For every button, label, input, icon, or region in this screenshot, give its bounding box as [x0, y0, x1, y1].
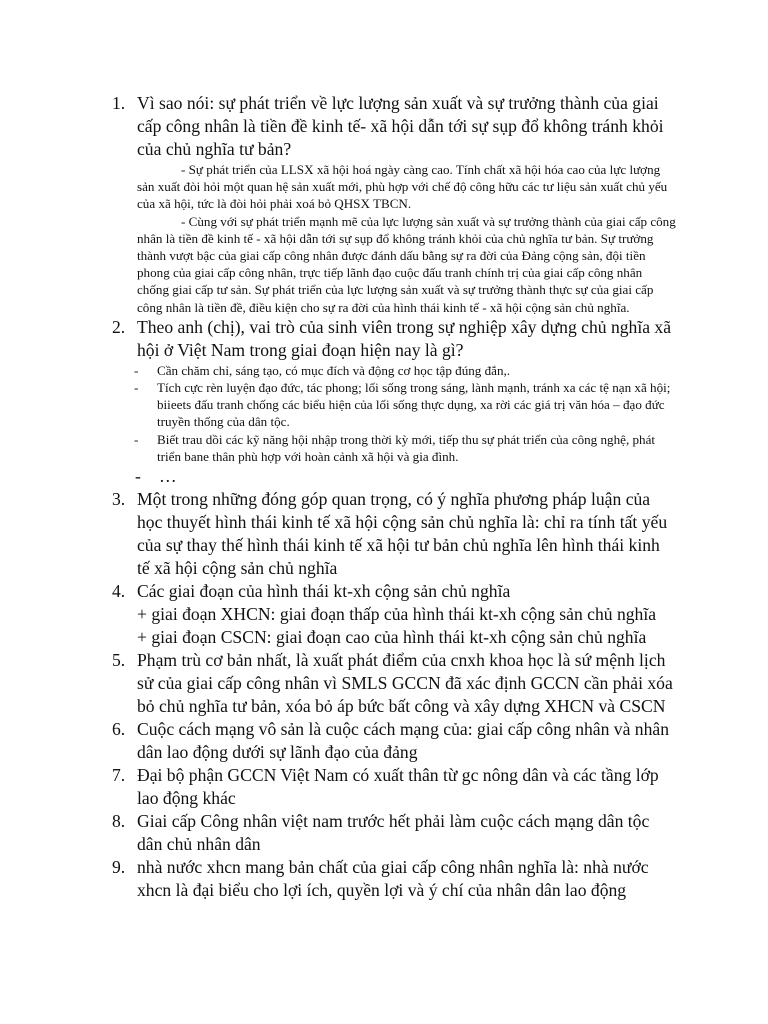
question-text: Theo anh (chị), vai trò của sinh viên trong sự nghiệp xây dựng chủ nghĩa xã hội ở Việt Nam trong giai đoạn hiện nay là gì?: [137, 316, 672, 360]
question-number: 3.: [112, 489, 126, 510]
question-text: Phạm trù cơ bản nhất, là xuất phát điểm của cnxh khoa học là sứ mệnh lịch sử của giai cấp công nhân vì SMLS GCCN đã xác định GCCN cần phải xóa bỏ chủ nghĩa tư bản, xóa bỏ áp bức bất công và xây dựng XHCN và CSCN: [137, 650, 673, 717]
bullet-text: …: [159, 466, 177, 487]
list-item: [134, 379, 676, 431]
question-number: 9.: [112, 857, 126, 878]
bullet-text: Cần chăm chỉ, sáng tạo, có mục đích và động cơ học tập đúng đắn,.: [157, 362, 511, 378]
question-3: [104, 488, 676, 580]
bullet-text: Biết trau dồi các kỹ năng hội nhập trong thời kỳ mới, tiếp thu sự phát triển của công nghệ, phát triển bane thân phù hợp với hoàn cảnh xã hội và gia đình.: [157, 431, 656, 464]
answer-bullet-list: [134, 362, 676, 488]
bullet-dash: -: [134, 431, 139, 447]
question-text: Vì sao nói: sự phát triển về lực lượng sản xuất và sự trưởng thành của giai cấp công nhân là tiền đề kinh tế- xã hội dẫn tới sự sụp đổ không tránh khỏi của chủ nghĩa tư bản?: [137, 93, 664, 159]
question-9: [104, 856, 676, 902]
question-text: Một trong những đóng góp quan trọng, có ý nghĩa phương pháp luận của học thuyết hình thái kinh tế xã hội cộng sản chủ nghĩa là: chỉ ra tính tất yếu của sự thay thế hình thái kinh tế xã hội tư bản chủ nghĩa lên hình thái kinh tế xã hội cộng sản chủ nghĩa: [137, 489, 668, 579]
question-number: 8.: [112, 811, 126, 832]
question-1: [104, 92, 676, 316]
question-number: 7.: [112, 765, 126, 786]
question-6: [104, 718, 676, 764]
question-number: 6.: [112, 719, 126, 740]
question-text: Đại bộ phận GCCN Việt Nam có xuất thân từ gc nông dân và các tầng lớp lao động khác: [137, 765, 659, 809]
question-text: nhà nước xhcn mang bản chất của giai cấp công nhân nghĩa là: nhà nước xhcn là đại biểu cho lợi ích, quyền lợi và ý chí của nhân dân lao động: [137, 857, 649, 901]
question-5: [104, 649, 676, 718]
bullet-dash: -: [134, 380, 139, 396]
question-text: + giai đoạn CSCN: giai đoạn cao của hình thái kt-xh cộng sản chủ nghĩa: [137, 627, 647, 648]
question-list: [104, 92, 676, 902]
list-item: [137, 465, 676, 488]
question-text: Các giai đoạn của hình thái kt-xh cộng sản chủ nghĩa: [137, 581, 511, 602]
bullet-dash: -: [135, 466, 141, 487]
list-item: [134, 362, 676, 379]
answer-paragraph: - Cùng với sự phát triển mạnh mẽ của lực lượng sản xuất và sự trưởng thành của giai cấp công nhân là tiền đề kinh tế - xã hội dẫn tới sự sụp đổ không tránh khỏi của chủ nghĩa tư bản. Sự trưởng thành vượt bậc của giai cấp công nhân được đánh dấu bằng sự ra đời của Đảng cộng sản, đội tiền phong của giai cấp công nhân, trực tiếp lãnh đạo cuộc đấu tranh chính trị của giai cấp công nhân chống giai cấp tư sản. Sự phát triển của lực lượng sản xuất và sự trưởng thành thực sự của giai cấp công nhân là tiền đề, điều kiện cho sự ra đời của hình thái kinh tế - xã hội cộng sản chủ nghĩa.: [137, 213, 676, 315]
list-item: [134, 431, 676, 465]
bullet-dash: -: [134, 362, 139, 378]
answer-paragraph: - Sự phát triển của LLSX xã hội hoá ngày càng cao. Tính chất xã hội hóa cao của lực lượng sản xuất đòi hỏi một quan hệ sản xuất mới, phù hợp với chế độ công hữu các tư liệu sản xuất chủ yếu của xã hội, tức là đòi hỏi phải xoá bỏ QHSX TBCN.: [137, 162, 668, 212]
bullet-text: Tích cực rèn luyện đạo đức, tác phong; lối sống trong sáng, lành mạnh, tránh xa các tệ nạn xã hội; biieets đấu tranh chống các biểu hiện của lối sống thực dụng, xa rời các giá trị văn hóa – đạo đức truyền thống của dân tộc.: [157, 380, 671, 430]
question-2: [104, 316, 676, 488]
question-number: 1.: [112, 93, 126, 113]
question-7: [104, 764, 676, 810]
question-8: [104, 810, 676, 856]
question-number: 4.: [112, 581, 126, 602]
question-number: 2.: [112, 316, 126, 337]
question-text: Cuộc cách mạng vô sản là cuộc cách mạng của: giai cấp công nhân và nhân dân lao động dưới sự lãnh đạo của đảng: [137, 719, 669, 763]
question-text: + giai đoạn XHCN: giai đoạn thấp của hình thái kt-xh cộng sản chủ nghĩa: [137, 604, 657, 625]
question-4: [104, 580, 676, 649]
question-number: 5.: [112, 650, 126, 671]
question-text: Giai cấp Công nhân việt nam trước hết phải làm cuộc cách mạng dân tộc dân chủ nhân dân: [137, 811, 650, 855]
